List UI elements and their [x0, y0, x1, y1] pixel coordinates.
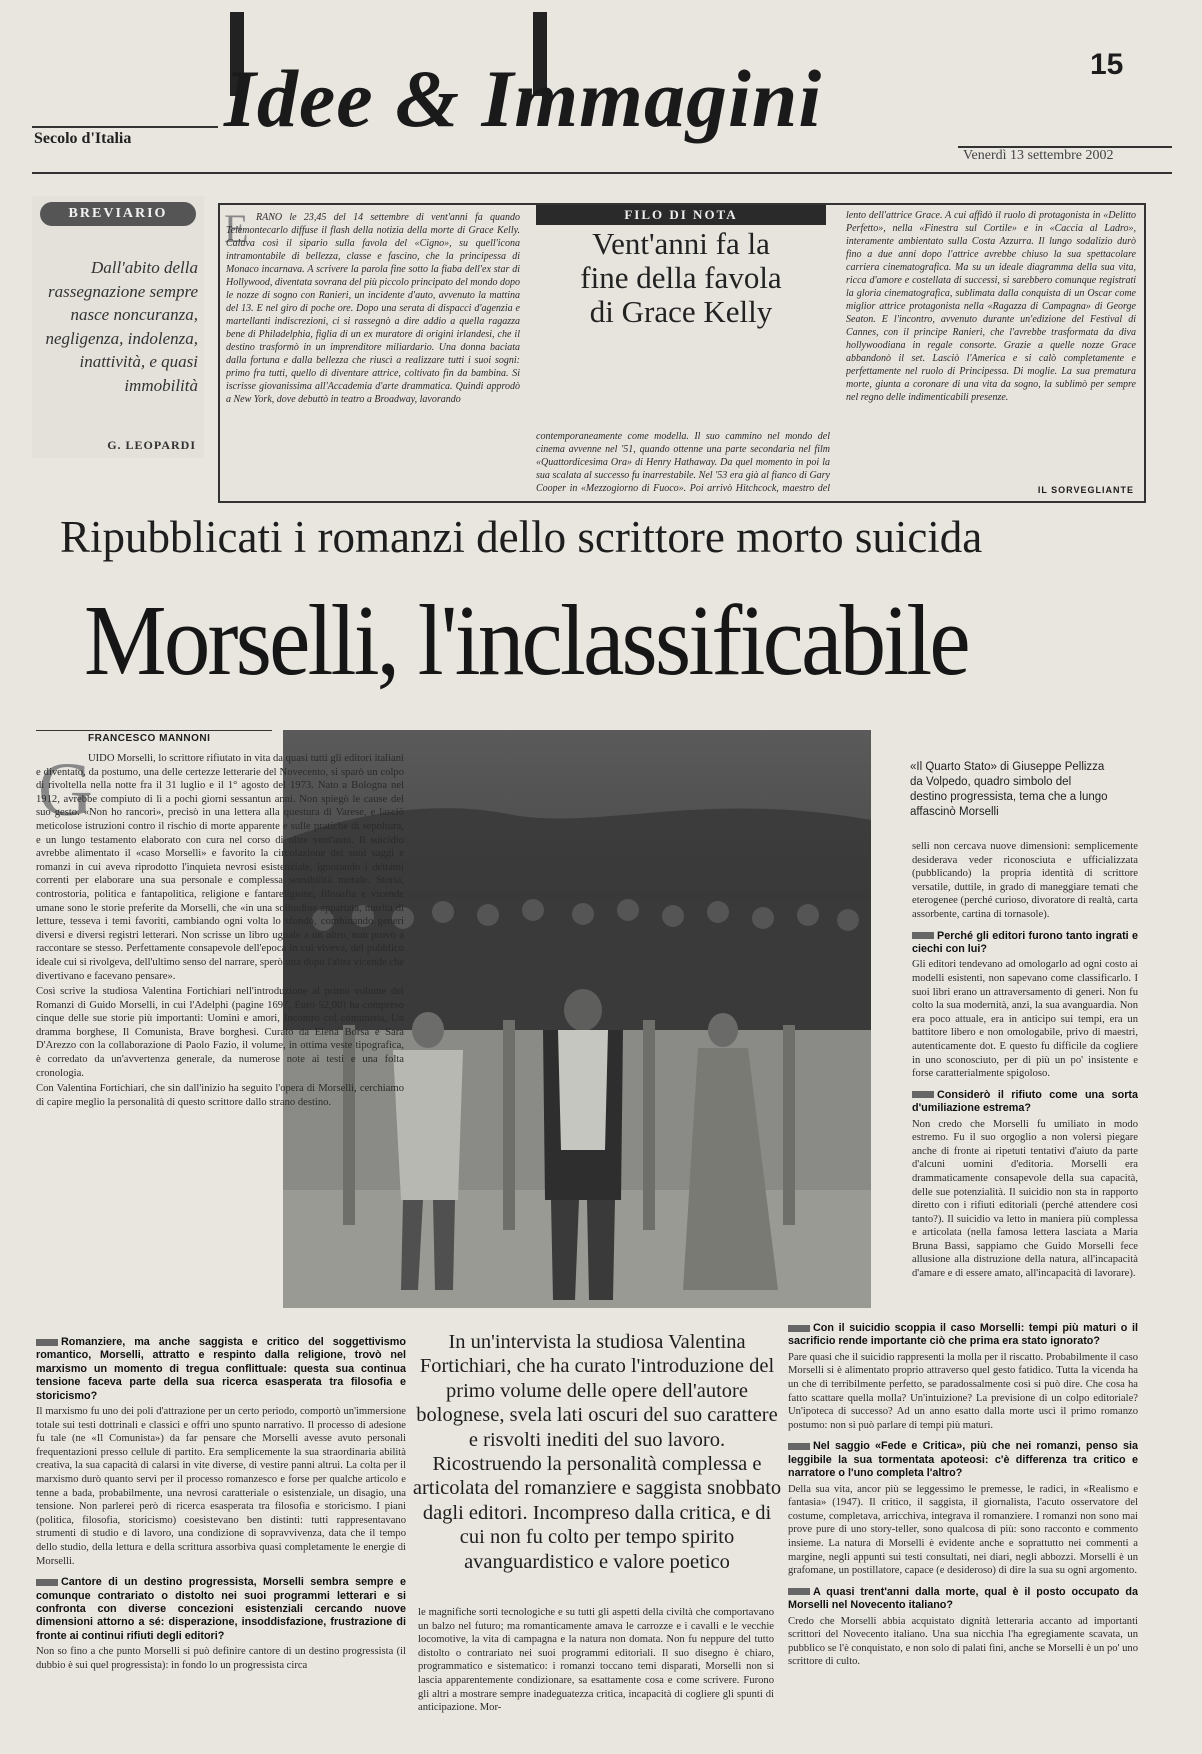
- question-6: Nel saggio «Fede e Critica», più che nei romanzi, penso sia leggibile la sua tormentata apoteosi: c'è differenza tra critico e narratore o l'uno completa l'altro?: [788, 1440, 1138, 1480]
- publication-date: Venerdì 13 settembre 2002: [963, 148, 1114, 163]
- question-4: Considerò il rifiuto come una sorta d'umiliazione estrema?: [912, 1088, 1138, 1115]
- publication-name: Secolo d'Italia: [34, 130, 132, 147]
- right-paragraph-1: selli non cercava nuove dimensioni: semplicemente desiderava veder riconosciuta e ufficializzata (pubblicando) la propria identità di scrittore versatile, duttile, in grado di maneggiare temati che eterogenee (perché curioso, divoratore di realtà, carta assorbente, cartina di tornasole).: [912, 841, 1138, 920]
- answer-2: Non so fino a che punto Morselli si può definire cantore di un destino progressista (il dubbio è sui quel progressista): in fondo lo un progressista circa: [36, 1646, 406, 1671]
- question-7: A quasi trent'anni dalla morte, qual è il posto occupato da Morselli nel Novecento italiano?: [788, 1585, 1138, 1612]
- question-2: Cantore di un destino progressista, Morselli sembra sempre e comunque contrariato o distolto nei suoi programmi letterari e si confronta con diverse concezioni esistenziali cercando nuove dimensioni attorno a sé: disperazione, insoddisfazione, frustrazione di fronte ai continui rifiuti degli editori?: [36, 1576, 406, 1642]
- answer-7: Credo che Morselli abbia acquistato dignità letteraria accanto ad importanti scrittori del Novecento italiano. Una sua nicchia l'ha egregiamente scavata, un pubblico se l'è conquistato, e non solo di palati fini, anche se Morselli è un po' uno scrittore di culto.: [788, 1615, 1138, 1668]
- article-right-column: [912, 840, 1138, 1325]
- answer-1: Il marxismo fu uno dei poli d'attrazione per un certo periodo, comportò un'immersione totale sui testi dottrinali e classici e offrì uno spunto narrativo. Il processo di adesione fu tale (ne «Il Comunista») da far pensare che Morselli avesse avuto personali frequentazioni presso cellule di partito. Era semplicemente la sua straordinaria abilità creativa, la sua capacità di calarsi in vite diverse, di vestire panni altrui. La colta per il marxismo durò quanto servì per il processo romanzesco e forse per qualche articolo e tenne a bada, probabilmente, una nevrosi caratteriale o esistenziale, un disagio, una tensione. Non parlerei però di ricerca esasperata tra filosofia e storicismo. I piani (politica, filosofia, storicismo) coesistevano ben distinti: tutti rappresentavano strumenti di studio e di lavoro, una condizione di sopravvivenza, data che il tempo dello studio, della lettura e della scrittura assorbiva quasi completamente le energie di Morselli.: [36, 1406, 406, 1567]
- filo-drop-cap: E: [224, 206, 249, 251]
- article-headline: Morselli, l'inclassificabile: [84, 584, 968, 696]
- left-paragraph-3: Con Valentina Fortichiari, che sin dall'inizio ha seguito l'opera di Morselli, cerchiamo di capire meglio la personalità di questo scrittore dallo strano destino.: [36, 1083, 404, 1108]
- byline-rule: [36, 730, 272, 731]
- article-lower-right: [788, 1316, 1138, 1746]
- filo-headline: Vent'anni fa la fine della favola di Grace Kelly: [580, 226, 782, 329]
- masthead-rule-left: [32, 126, 218, 128]
- answer-3: Gli editori tendevano ad omologarlo ad ogni costo ai modelli esistenti, non sapevano come classificarlo. I suoi libri erano un attraversamento di generi. Non fu colto la sua modernità, anzi, la sua avanguardia. Non era poco attuale, era in anticipo sui tempi, era un battitore libero e non omologabile, privo di maestri, autenticamente dot. E questo fu difficile da cogliere in uno sconosciuto, per di più un po' insistente e forse caratterialmente spigoloso.: [912, 959, 1138, 1080]
- article-lower-left: [36, 1324, 406, 1744]
- article-bottom-middle: le magnifiche sorti tecnologiche e su tutti gli aspetti della civiltà che comportavano un balzo nel futuro; ma romanticamente amava le carrozze e i cavalli e le vecchie locomotive, la vita di campagna e la natura non domata. Non fu neppure del tutto distolto o contrariato nei suoi programmi editoriali. Il suo disegno è chiaro, programmatico e sistematico: i romanzi toccano temi disparati, Morselli non si lascia apparentemente condizionare, sa esattamente cosa e come scrivere. Furono gli altri a mostrare sempre inadeguatezza critica, incapacità di cogliere gli spunti di anticipazione. Mor-: [418, 1607, 774, 1714]
- filo-di-nota-box: [218, 203, 1146, 503]
- filo-signature: IL SORVEGLIANTE: [1037, 485, 1134, 495]
- question-3: Perché gli editori furono tanto ingrati e ciechi con lui?: [912, 929, 1138, 955]
- breviario-label: BREVIARIO: [40, 202, 196, 226]
- filo-column-2: contemporaneamente come modella. Il suo cammino nel mondo del cinema avvenne nel '51, quando ottenne una parte secondaria nel film «Quattordicesima Ora» di Henry Hathaway. Da quel momento in poi la sua scalata al successo fu inarrestabile. Nel '53 era già al fianco di Gary Cooper in «Mezzogiorno di Fuoco». Poi arrivò Hitchcock, maestro del: [536, 431, 830, 494]
- masthead-bottom-rule: [32, 172, 1172, 174]
- breviario-box: [32, 196, 204, 458]
- masthead: [28, 8, 1178, 168]
- article-pullquote: In un'intervista la studiosa Valentina Fortichiari, che ha curato l'introduzione del primo volume delle opere dell'autore bolognese, svela lati oscuri del suo carattere e risvolti inediti del suo lavoro. Ricostruendo la personalità complessa e articolata del romanziere e saggista snobbato dagli editori. Incompreso dalla critica, e di cui non fu colto per tempo spirito avanguardistico e valore poetico: [412, 1331, 782, 1573]
- article-kicker: Ripubblicati i romanzi dello scrittore morto suicida: [60, 512, 983, 562]
- answer-6: Della sua vita, ancor più se leggessimo le premesse, le radici, in «Realismo e fantasia» (1947). Il critico, il saggista, il giornalista, l'acuto osservatore del costume, completava, arricchiva, integrava il romanziere. I romanzi non sono mai prove pure di uno story-teller, sono qualcosa di più: sono racconto e commento insieme. La natura di Morselli è evidente anche e soprattutto nei commenti a margine, negli appunti sui testi consultati, nei diari, negli abbozzi. Morselli è un grafomane, un postillatore, capace (e desideroso) di dire la sua su ogni argomento.: [788, 1483, 1138, 1577]
- breviario-quote: Dall'abito della rassegnazione sempre nasce noncuranza, negligenza, indolenza, inattività, e quasi immobilità: [45, 258, 198, 395]
- filo-label: FILO DI NOTA: [536, 205, 826, 225]
- article-drop-cap: G: [38, 748, 93, 832]
- section-title: Idee & Immagini: [224, 53, 823, 144]
- left-paragraph-2: Così scrive la studiosa Valentina Fortichiari nell'introduzione al primo volume dei Romanzi di Guido Morselli, in cui l'Adelphi (pagine 1697, Euro 52,00) ha compreso cinque delle sue storie più importanti: Uomini e amori, Incontro col comunista, Un dramma borghese, Il Comunista, Brave borghesi. Curato da Elena Borsa e Sara D'Arezzo con la collaborazione di Paolo Fazio, il volume, in ottima veste tipografica, è corredato da un'avvertenza generale, da numerose note ai testi e una folta cronologia.: [36, 986, 404, 1079]
- question-1: Romanziere, ma anche saggista e critico del soggettivismo romantico, Morselli, attratto e respinto dalla religione, trovò nel marxismo un momento di tregua conflittuale: questa sua continua tensione faceva parte della sua ricerca esasperata tra filosofia e storicismo?: [36, 1336, 406, 1402]
- filo-column-1: RANO le 23,45 del 14 settembre di vent'anni fa quando Telemontecarlo diffuse il flash della notizia della morte di Grace Kelly. Calava così il sipario sulla favola del «Cigno», su quell'icona intramontabile di bellezza, classe e fascino, che la principessa di Monaco incarnava. A scrivere la parola fine sotto la fiaba dell'ex star di Hollywood, diventata sovrana del più piccolo principato del mondo dopo le nozze di sogno con Ranieri, un incidente d'auto, avvenuto la mattina del 13. E nel giro di poche ore. Dopo una serata di dispacci d'agenzia e martellanti indiscrezioni, ci si rassegnò a dire addio a quella ragazza bene di Philadelphia, figlia di un ex muratore di origini irlandesi, che il destino trasformò in un imprenditore miliardario. Una donna baciata dalla fortuna e dalla bellezza che riuscì a realizzare tutti i suoi sogni: primo fra tutti, quello di diventare attrice, coltivato fin da bambina. Si iscrisse giovanissima all'Accademia d'arte drammatica. Quindi approdò a New York, dove debuttò in teatro a Broadway, lavorando: [226, 212, 520, 405]
- page-number: 15: [1090, 48, 1124, 81]
- breviario-author: G. LEOPARDI: [107, 438, 196, 452]
- left-paragraph-1: UIDO Morselli, lo scrittore rifiutato in vita da quasi tutti gli editori italiani e diventato, da postumo, una delle certezze letterarie del Novecento, si sparò un colpo di rivoltella nella notte fra il 31 luglio e il 1° agosto del 1973. Nato a Bologna nel 1912, avrebbe compiuto di lì a pochi giorni sessantun anni. Non spiegò le cause del suo gesto. «Non ho rancori», precisò in una lettera alla questura di Varese, e lasciò meticolose istruzioni contro il rischio di morte apparente e sulle pratiche di sepoltura, e un lungo testamento elaborato con cura nel corso di oltre vent'anni. Il suicidio avrebbe alimentato il «caso Morselli» e favorito la circolazione dei suoi saggi e romanzi in cui aveva riprodotto l'inquieta nevrosi esistenziale, ignorando i dettami correnti per elaborare una sua personale e complessa sensibilità morale. Storia, controstoria, politica e fantapolitica, religione e fantareligione, filosofia e vicende umane sono le storie preferite da Morselli, che «in una solitudine appartata, nutrita di letture, tesseva i temi favoriti, cambiando ogni volta lo sfondo, combinando generi diversi e diversi registri letterari. Non scrisse un libro uguale a un altro, non provò a raccontare se stesso. Perfettamente consapevole dell'epoca in cui viveva, del pubblico ideale cui si rivolgeva, dell'ultimo senso del narrare, sperò una dopo l'altra vicende che divertivano e facevano pensare».: [36, 753, 404, 982]
- answer-4: Non credo che Morselli fu umiliato in modo estremo. Fu il suo orgoglio a non volersi piegare anche di fronte ai ripetuti tentativi d'aiuto da parte d'alcuni uomini d'editoria. Morselli era drammaticamente consapevole della sua capacità, delle sue potenzialità. Il suicidio non sta in rapporto diretto con i rifiuti editoriali (perché attendere così tanto?). Il suicidio va letto in maniera più complessa e articolata (nella famosa lettera lasciata a Maria Bruna Bassi, sappiamo che Guido Morselli fece allusione alla distruzione della natura, all'incapacità d'amare e di essere amato, all'incapacità di lavorare).: [912, 1118, 1138, 1280]
- pullquote-box: [412, 1308, 782, 1598]
- photo-caption: «Il Quarto Stato» di Giuseppe Pellizza da Volpedo, quadro simbolo del destino progressista, tema che a lungo affascinò Morselli: [910, 761, 1108, 818]
- question-5: Con il suicidio scoppia il caso Morselli: tempi più maturi o il sacrificio rende importante ciò che prima era stato ignorato?: [788, 1322, 1138, 1348]
- answer-5: Pare quasi che il suicidio rappresenti la molla per il riscatto. Probabilmente il caso Morselli si è alimentato proprio attraverso quel gesto fatidico. Tutta la vicenda ha un che di terribilmente perfetto, se paradossalmente così si può dire. Che cosa ha fatto scattare quella molla? Un'intuizione? La previsione di un colpo editoriale? Un'ipoteca di successo? Ad un anno esatto dalla morte uscì il primo romanzo postumo: non si può parlare di tempi più maturi.: [788, 1351, 1138, 1431]
- filo-column-3: lento dell'attrice Grace. A cui affidò il ruolo di protagonista in «Delitto Perfetto», nella «Finestra sul Cortile» e in «Caccia al Ladro», interamente ambientato sulla Costa Azzurra. Il lungo sodalizio durò fino a due anni dopo l'attrice avrebbe chiuso la sua spettacolare carriera cinematografica. Ma su un ideale diagramma della sua vita, ricca d'amore e costellata di successi, si sarebbero comunque registrati la gloria cinematografica, sublimata dalla conquista di un Oscar come miglior attrice protagonista nella «Ragazza di Campagna» di George Seaton. E l'incontro, avvenuto durante un'edizione del Festival di Cannes, con il principe Ranieri, che l'avrebbe trasformata da diva hollywoodiana in regale consorte. Grazie a quelle nozze Grace abbandonò il set. Lasciò l'America e si calò completamente e perfettamente nel ruolo di Principessa. Di moglie. La sua prematura morte, giunta a coronare di una vita da sogno, la sublimò per sempre nel regno delle indimenticabili presenze.: [846, 210, 1136, 403]
- article-byline: FRANCESCO MANNONI: [88, 733, 211, 744]
- article-left-column: [36, 748, 404, 1317]
